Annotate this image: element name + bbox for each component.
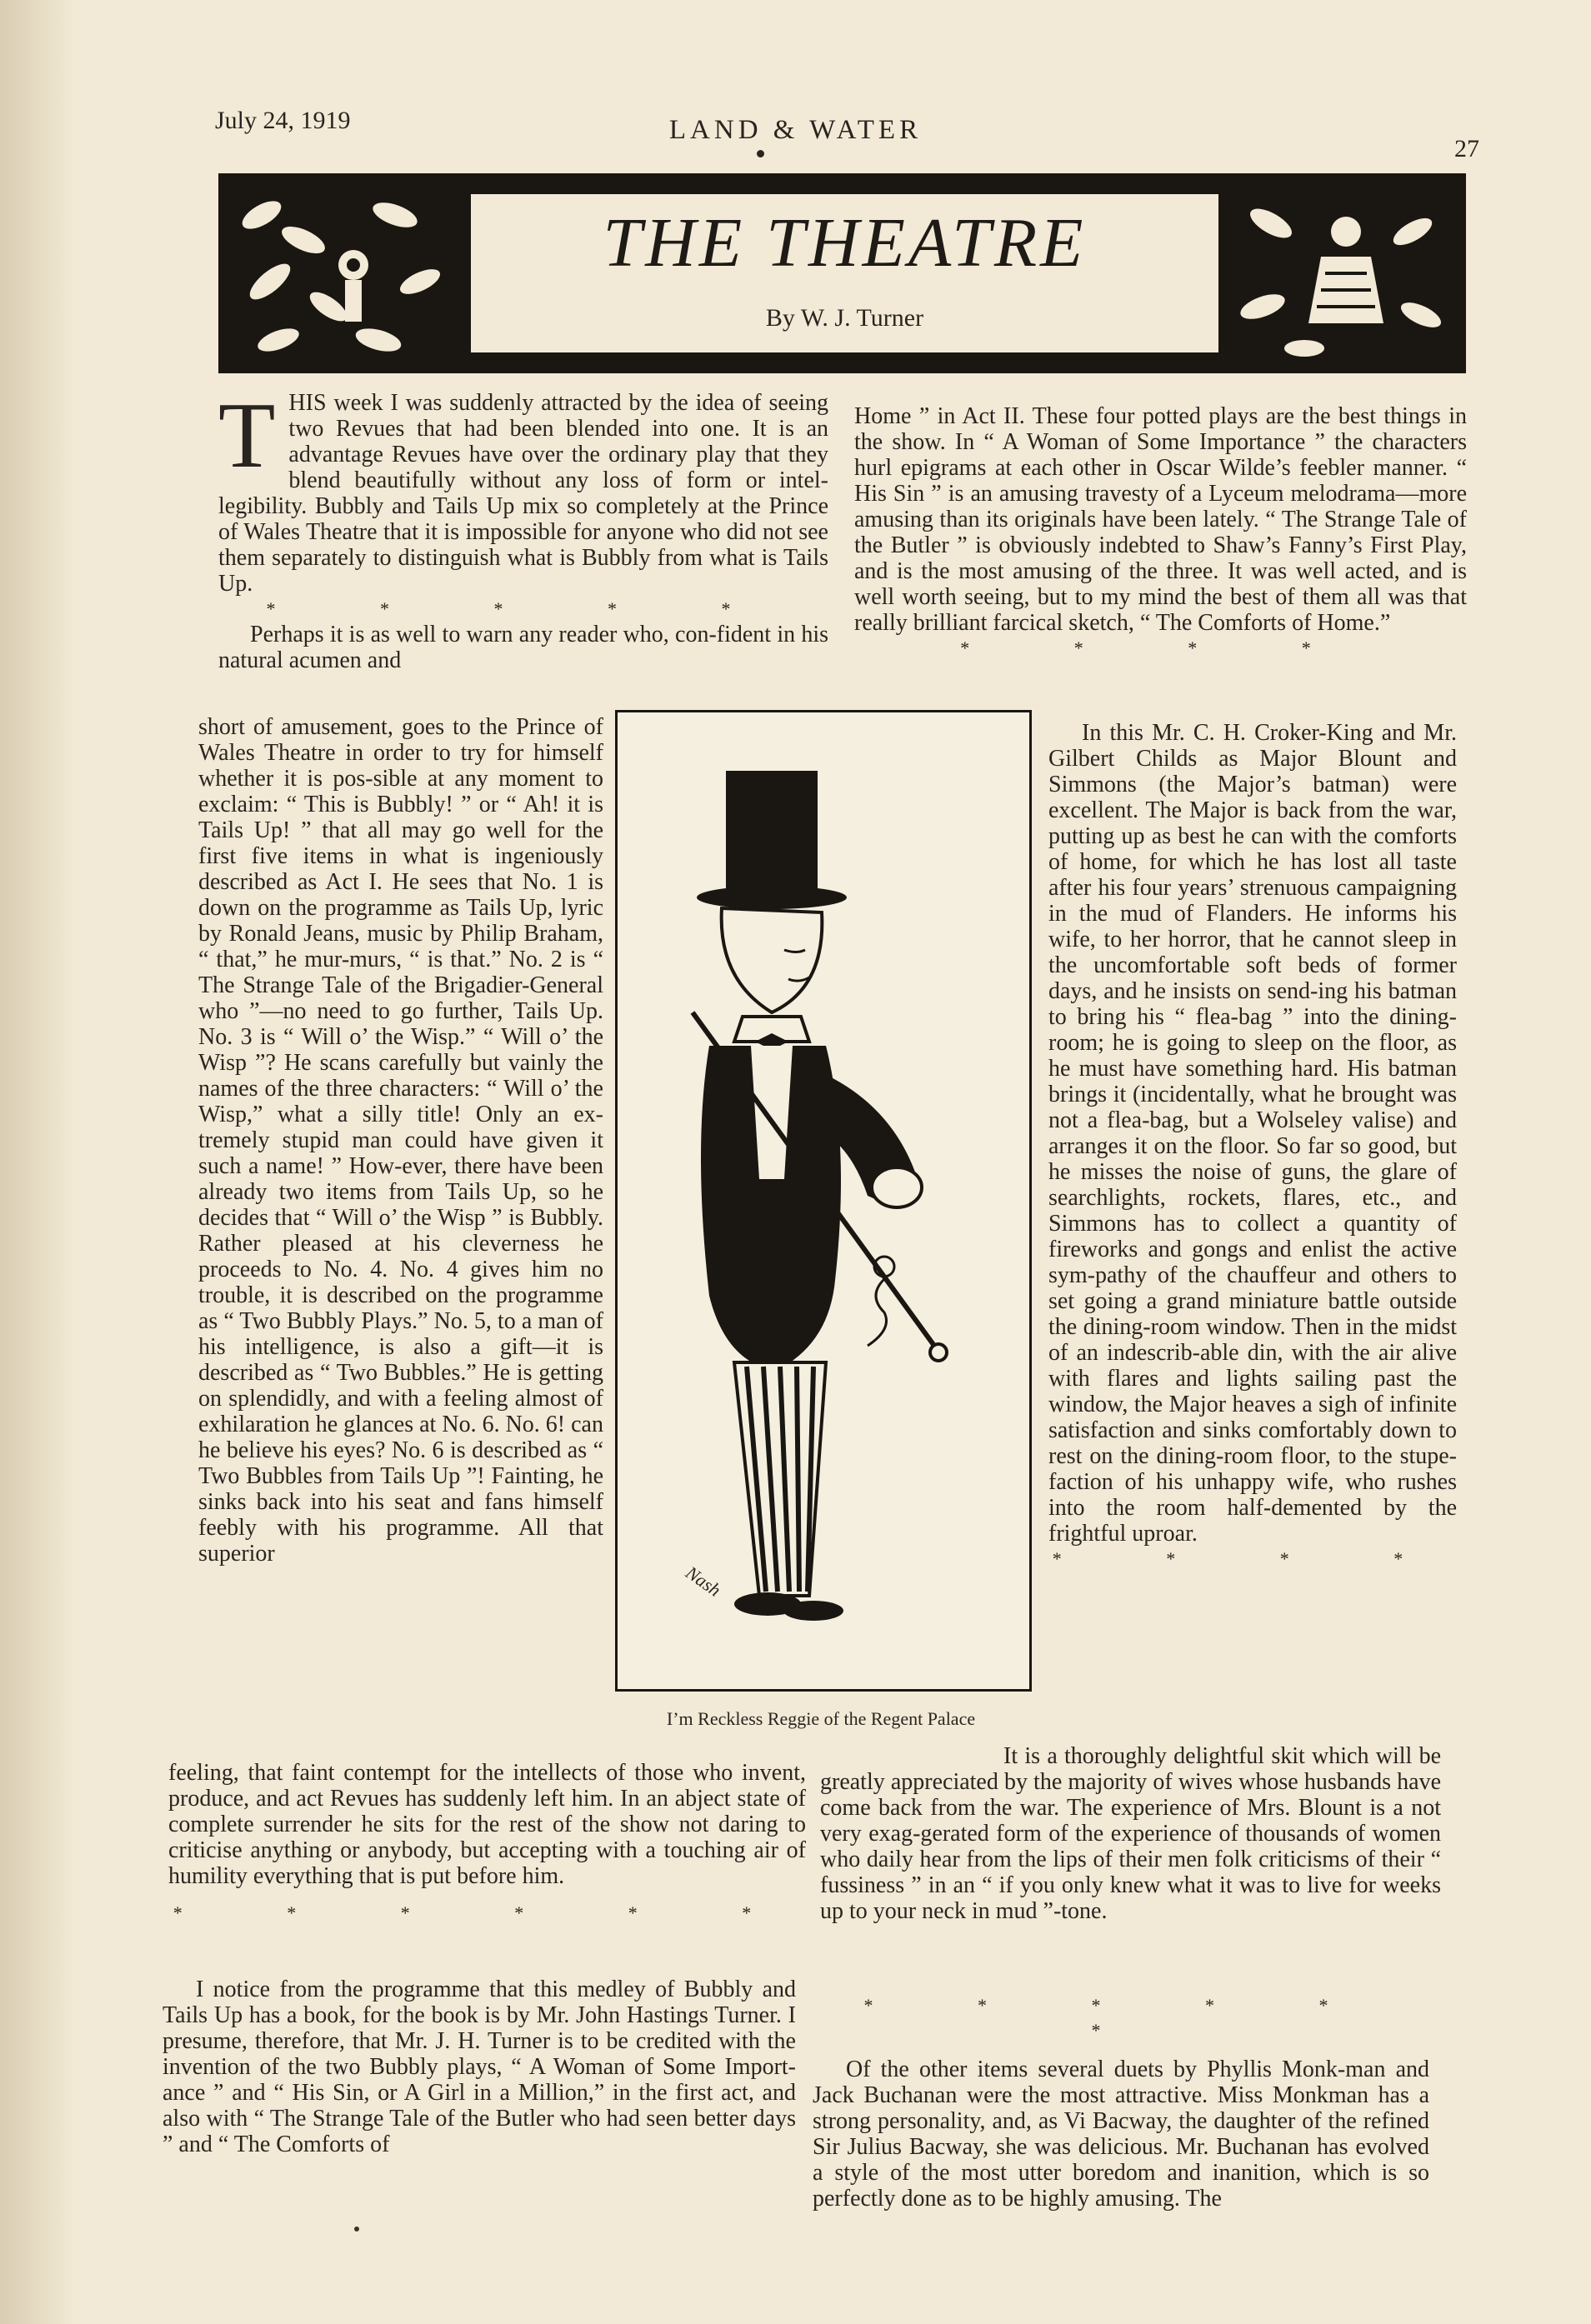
article-column-right-top xyxy=(854,403,1467,661)
section-divider-stars: * * * * * * xyxy=(173,1902,802,1923)
paragraph-duets: Of the other items several duets by Phyllis Monk-man and Jack Buchanan were the most attractive. Miss Monkman has a strong personality, and, as Vi Bacway, the daughter of the refined Sir Julius Bacway, she was delicious. Mr. Buchanan has evolved a style of the most utter boredom and inanition, which is so perfectly done as to be highly amusing. The xyxy=(813,2057,1429,2212)
paragraph-skit-appreciation: It is a thoroughly delightful skit which will be greatly appreciated by the majority of wives whose husbands have come back from the war. The experience of Mrs. Blount is a not very exag-gerated form of the experience of thousands of women who daily hear from the lips of their men folk criticisms of their “ fussiness ” in an “ if you only knew what it was to live for weeks up to your neck in mud ”-tone. xyxy=(820,1743,1441,1924)
byline: By W. J. Turner xyxy=(765,304,924,332)
paragraph-comforts-of-home: In this Mr. C. H. Croker-King and Mr. Gilbert Childs as Major Blount and Simmons (the Major’s batman) were excellent. The Major is back from the war, putting up as best he can with the comforts of home, for which he has lost all taste after his four years’ strenuous campaigning in the mud of Flanders. He informs his wife, to her horror, that he cannot sleep in the uncomfortable soft beds of former days, and he insists on send-ing his batman to bring his “ flea-bag ” into the dining-room; he is going to sleep on the floor, as he must have something hard. His batman brings it (incidentally, what he brought was not a flea-bag, but a Wolseley valise) and arranges it on the floor. So far so good, but he misses the noise of guns, the glare of searchlights, rockets, flares, etc., and Simmons has to collect a quantity of fireworks and gongs and enlist the active sym-pathy of the chauffeur and others to set going a grand miniature battle outside the dining-room window. Then in the midst of an indescrib-able din, with the air alive with flares and lights sailing past the window, the Major heaves a sigh of infinite satisfaction and sinks comfortably down to rest on the dining-room floor, to the stupe-faction of his unhappy wife, who rushes into the room half-demented by the frightful uproar. xyxy=(1048,720,1457,1547)
issue-date: July 24, 1919 xyxy=(215,107,351,134)
masthead-ornament-dot xyxy=(757,150,764,157)
masthead: LAND & WATER xyxy=(668,115,923,145)
caricature-illustration xyxy=(615,710,1032,1692)
article-column-right-wrap xyxy=(1048,720,1457,1572)
page-gutter-shadow xyxy=(0,0,75,2324)
paragraph-book-credits: I notice from the programme that this medley of Bubbly and Tails Up has a book, for the book is by Mr. John Hastings Turner. I presume, therefore, that Mr. J. H. Turner is to be credited with the invention of the two Bubbly plays, “ A Woman of Some Import-ance ” and “ His Sin, or A Girl in a Million,” in the first act, and also with “ The Strange Tale of the Butler who had seen better days ” and “ The Comforts of xyxy=(163,1977,796,2157)
vine-ornament-left-icon xyxy=(228,182,453,365)
paragraph-warning-lead: Perhaps it is as well to warn any reader who, con-fident in his natural acumen and xyxy=(218,622,828,673)
dancer-figure-icon xyxy=(618,712,1029,1689)
section-title: THE THEATRE xyxy=(603,204,1087,282)
section-banner xyxy=(218,173,1466,373)
page-number: 27 xyxy=(1454,135,1479,162)
paragraph-potted-plays: Home ” in Act II. These four potted plays are the best things in the show. In “ A Woman of Some Importance ” the characters hurl epigrams at each other in Oscar Wilde’s feebler manner. “ His Sin ” is an amusing travesty of a Lyceum melodrama—more amusing than its originals have been lately. “ The Strange Tale of the Butler ” is obviously indebted to Shaw’s Fanny’s First Play, and is the most amusing of the three. It was well acted, and is well worth seeing, but to my mind the best of them all was that really brilliant farcical sketch, “ The Comforts of Home.” xyxy=(854,403,1467,636)
illustration-caption: I’m Reckless Reggie of the Regent Palace xyxy=(666,1708,976,1729)
paragraph-surrender: feeling, that faint contempt for the intellects of those who invent, produce, and act Revues has suddenly left him. In an abject state of complete surrender he sits for the rest of the show not daring to criticise anything or anybody, but accepting with a touching air of humility everything that is put before him. xyxy=(168,1760,806,1889)
article-column-left-wrap xyxy=(198,714,603,1567)
section-divider-stars: * * * * * * xyxy=(863,1995,1378,2041)
paragraph-intro: HIS week I was suddenly attracted by the idea of seeing two Revues that had been blended into one. It is an advantage Revues have over the ordinary play that they blend beautifully without any loss of form or intel-legibility. Bubbly and Tails Up mix so completely at the Prince of Wales Theatre that it is impossible for anyone who did not see them separately to distinguish what is Bubbly from what is Tails Up. xyxy=(218,390,828,597)
section-divider-stars: * * * * xyxy=(1052,1548,1453,1569)
drop-cap: T xyxy=(218,384,276,487)
page-speck xyxy=(354,2227,359,2232)
title-scroll xyxy=(468,192,1221,355)
artist-signature: Nash xyxy=(682,1562,725,1601)
section-divider-stars: * * * * * xyxy=(266,598,781,619)
article-column-left-bottom xyxy=(168,1760,806,1926)
section-divider-stars: * * * * xyxy=(960,637,1361,658)
article-column-left-top xyxy=(218,384,828,673)
vine-ornament-right-icon xyxy=(1229,182,1454,365)
article-column-right-bottom xyxy=(820,1743,1441,1924)
article-column-left-bottom2 xyxy=(163,1977,796,2157)
paragraph-programme-confusion: short of amusement, goes to the Prince of Wales Theatre in order to try for himself whether it is pos-sible at any moment to exclaim: “ This is Bubbly! ” or “ Ah! it is Tails Up! ” that all may go well for the first five items in what is ingeniously described as Act I. He sees that No. 1 is down on the programme as Tails Up, lyric by Ronald Jeans, music by Philip Braham, “ that,” he mur-murs, “ is that.” No. 2 is “ The Strange Tale of the Brigadier-General who ”—no need to go further, Tails Up. No. 3 is “ Will o’ the Wisp.” “ Will o’ the Wisp ”? He scans carefully but vainly the names of the three characters: “ Will o’ the Wisp,” what a silly title! Only an ex-tremely stupid man could have given it such a name! ” How-ever, there have been already two items from Tails Up, so he decides that “ Will o’ the Wisp ” is Bubbly. Rather pleased at his cleverness he proceeds to No. 4. No. 4 gives him no trouble, it is described on the programme as “ Two Bubbly Plays.” No. 5, to a man of his intelligence, is also a gift—it is described as “ Two Bubbles.” He is getting on splendidly, and with a feeling almost of exhilaration he glances at No. 6. No. 6! can he believe his eyes? No. 6 is described as “ Two Bubbles from Tails Up ”! Fainting, he sinks back into his seat and fans himself feebly with his programme. All that superior xyxy=(198,714,603,1567)
article-column-right-bottom2 xyxy=(813,1993,1429,2212)
